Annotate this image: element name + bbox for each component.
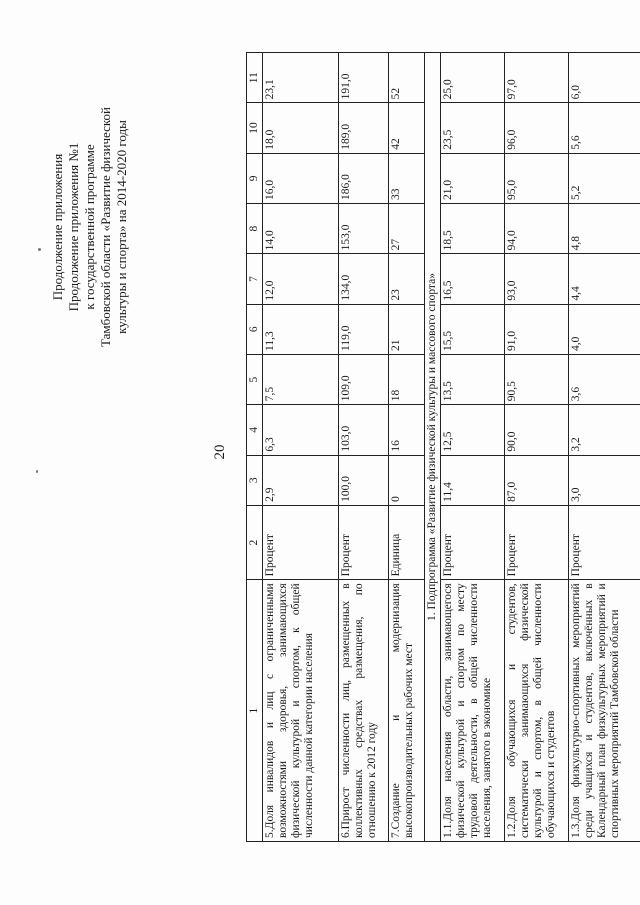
value-cell: 16,5 (441, 254, 505, 304)
header-line: культуры и спорта» на 2014-2020 годы (114, 120, 129, 334)
value-cell: 14,0 (263, 204, 339, 254)
value-cell: 18,5 (441, 204, 505, 254)
column-header: 5 (247, 354, 263, 404)
value-cell: 96,0 (505, 103, 569, 153)
value-cell: 15,5 (441, 304, 505, 354)
value-cell: 0 (389, 455, 425, 505)
indicator-cell: 7.Создание и модернизация высокопроизводительных рабочих мест (389, 580, 425, 842)
value-cell: 153,0 (339, 204, 389, 254)
column-header: 8 (247, 204, 263, 254)
table-row (569, 53, 640, 842)
value-cell: 6,3 (263, 405, 339, 455)
column-header: 9 (247, 153, 263, 203)
column-header: 10 (247, 103, 263, 153)
table-row (505, 53, 569, 842)
column-header: 4 (247, 405, 263, 455)
value-cell: 11,4 (441, 455, 505, 505)
value-cell: 91,0 (505, 304, 569, 354)
value-cell: 12,0 (263, 254, 339, 304)
value-cell: 4,0 (569, 304, 640, 354)
column-header: 1 (247, 580, 263, 842)
value-cell: 42 (389, 103, 425, 153)
indicator-cell: 5.Доля инвалидов и лиц с ограниченными возможностями здоровья, занимающихся физической культурой и спортом, к общей численности данной категории населения (263, 580, 339, 842)
value-cell: 90,5 (505, 354, 569, 404)
rotated-content (20, 32, 620, 872)
subprogram-title: 1. Подпрограмма «Развитие физической культуры и массового спорта» (425, 53, 441, 842)
value-cell: 189,0 (339, 103, 389, 153)
page-number: 20 (212, 444, 228, 460)
value-cell: 5,2 (569, 153, 640, 203)
value-cell: 12,5 (441, 405, 505, 455)
subprogram-row (425, 53, 441, 842)
value-cell: 4,4 (569, 254, 640, 304)
value-cell: 23,1 (263, 53, 339, 103)
value-cell: 134,0 (339, 254, 389, 304)
indicator-cell: 1.1.Доля населения области, занимающегося физической культурой и спортом по месту трудовой деятельности, в общей численности населения, занятого в экономике (441, 580, 505, 842)
indicator-cell: 1.2.Доля обучающихся и студентов, систематически занимающихся физической культурой и спортом, в общей численности обучающихся и студентов (505, 580, 569, 842)
indicator-cell: 6.Прирост численности лиц, размещенных в коллективных средствах размещения, по отношению к 2012 году (339, 580, 389, 842)
header-line: Продолжение приложения (50, 153, 65, 301)
header-line: к государственной программе (82, 144, 97, 310)
value-cell: 52 (389, 53, 425, 103)
column-header: 2 (247, 505, 263, 579)
value-cell: 18 (389, 354, 425, 404)
value-cell: 103,0 (339, 405, 389, 455)
value-cell: 23 (389, 254, 425, 304)
value-cell: 4,8 (569, 204, 640, 254)
value-cell: 5,6 (569, 103, 640, 153)
unit-cell: Процент (441, 505, 505, 579)
table-row (339, 53, 389, 842)
value-cell: 3,6 (569, 354, 640, 404)
value-cell: 6,0 (569, 53, 640, 103)
header-line: Тамбовской области «Развитие физической (98, 107, 113, 348)
value-cell: 97,0 (505, 53, 569, 103)
value-cell: 13,5 (441, 354, 505, 404)
unit-cell: Единица (389, 505, 425, 579)
value-cell: 7,5 (263, 354, 339, 404)
indicators-table (246, 52, 640, 842)
column-header: 11 (247, 53, 263, 103)
value-cell: 25,0 (441, 53, 505, 103)
table-row (441, 53, 505, 842)
column-header: 6 (247, 304, 263, 354)
column-header: 3 (247, 455, 263, 505)
value-cell: 119,0 (339, 304, 389, 354)
value-cell: 2,9 (263, 455, 339, 505)
value-cell: 18,0 (263, 103, 339, 153)
header-line: Продолжение приложения №1 (66, 142, 81, 312)
value-cell: 87,0 (505, 455, 569, 505)
indicator-cell: 1.3.Доля физкультурно-спортивных мероприятий среди учащихся и студентов, включённых в Календарный план физкультурных мероприятий и спортивных мероприятий Тамбовской области (569, 580, 640, 842)
value-cell: 33 (389, 153, 425, 203)
value-cell: 21,0 (441, 153, 505, 203)
appendix-header (50, 62, 130, 392)
unit-cell: Процент (569, 505, 640, 579)
unit-cell: Процент (263, 505, 339, 579)
value-cell: 94,0 (505, 204, 569, 254)
table-header-row (247, 53, 263, 842)
value-cell: 90,0 (505, 405, 569, 455)
value-cell: 11,3 (263, 304, 339, 354)
value-cell: 16 (389, 405, 425, 455)
value-cell: 95,0 (505, 153, 569, 203)
value-cell: 3,2 (569, 405, 640, 455)
value-cell: 100,0 (339, 455, 389, 505)
table-row (389, 53, 425, 842)
column-header: 7 (247, 254, 263, 304)
value-cell: 191,0 (339, 53, 389, 103)
value-cell: 23,5 (441, 103, 505, 153)
value-cell: 27 (389, 204, 425, 254)
value-cell: 93,0 (505, 254, 569, 304)
value-cell: 16,0 (263, 153, 339, 203)
unit-cell: Процент (339, 505, 389, 579)
value-cell: 21 (389, 304, 425, 354)
unit-cell: Процент (505, 505, 569, 579)
value-cell: 3,0 (569, 455, 640, 505)
value-cell: 109,0 (339, 354, 389, 404)
value-cell: 186,0 (339, 153, 389, 203)
table-row (263, 53, 339, 842)
